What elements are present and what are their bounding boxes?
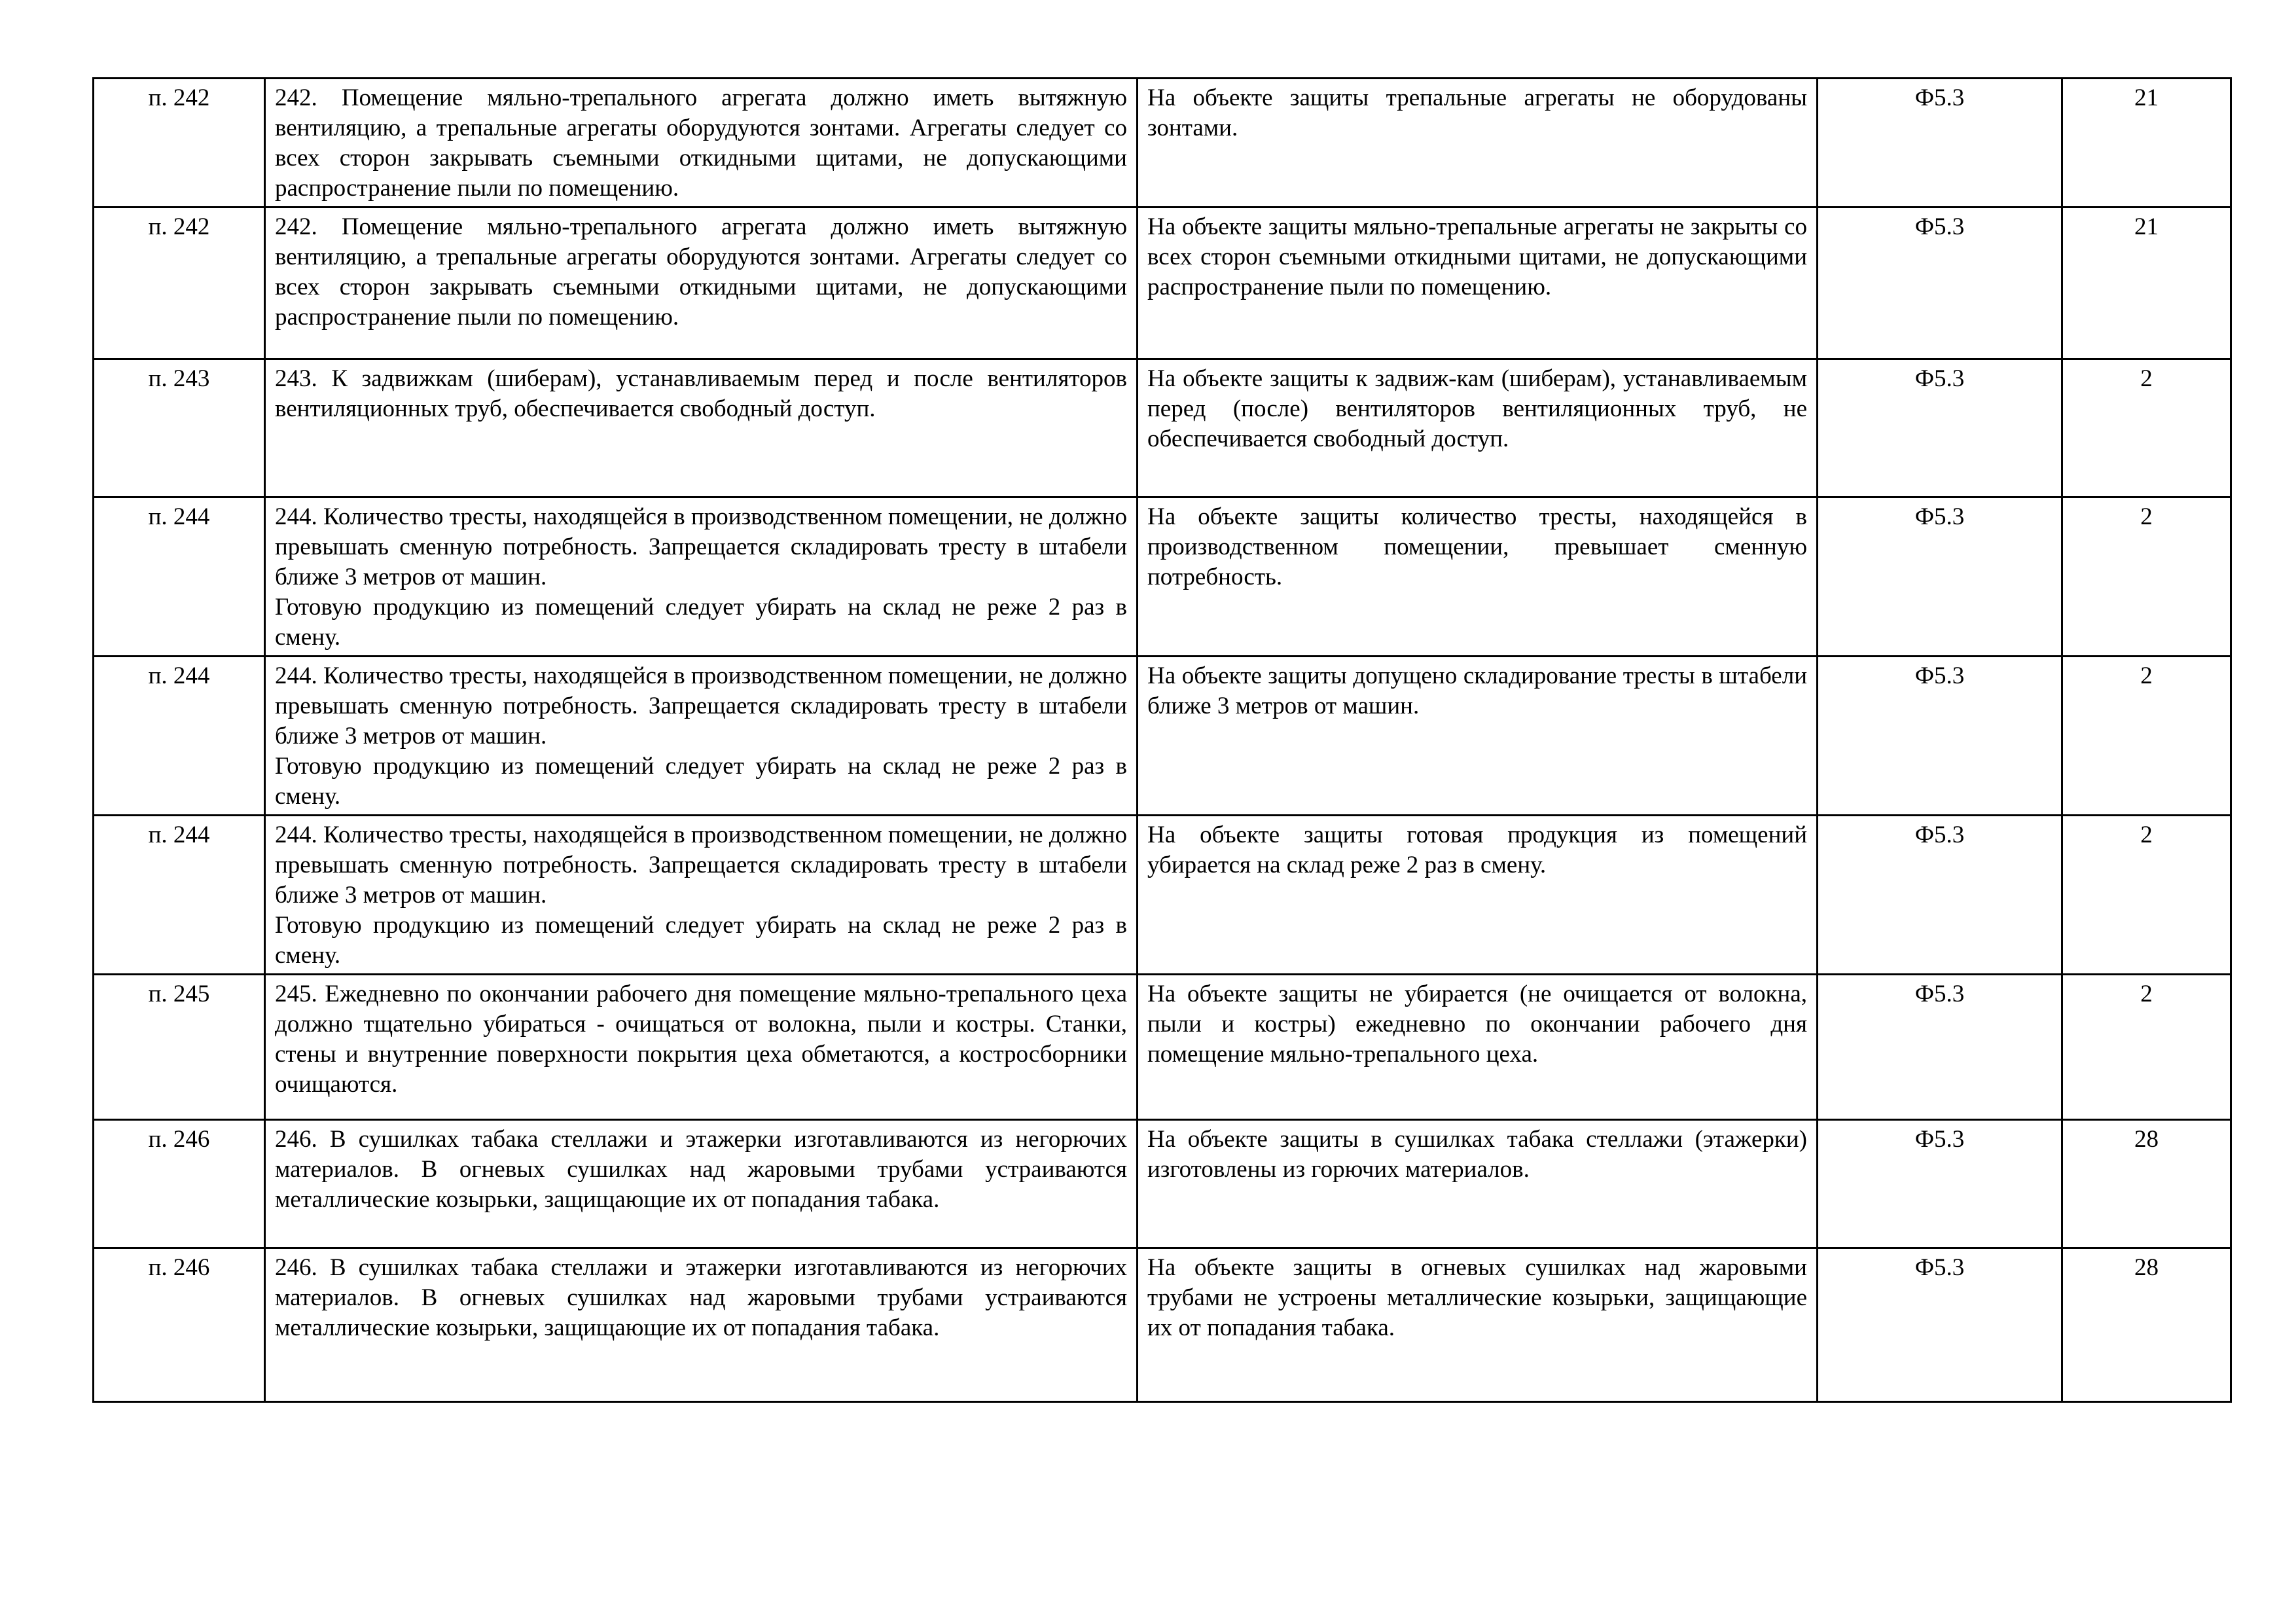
clause-ref: п. 244 bbox=[148, 662, 210, 689]
hazard-class: Ф5.3 bbox=[1914, 503, 1965, 530]
violation-cell bbox=[1138, 79, 1818, 208]
count-value: 21 bbox=[2134, 84, 2159, 111]
clause-ref: п. 243 bbox=[148, 365, 210, 392]
requirement-cell bbox=[265, 816, 1138, 975]
count-cell bbox=[2062, 208, 2231, 359]
count-value: 2 bbox=[2140, 662, 2153, 689]
count-value: 28 bbox=[2134, 1126, 2159, 1153]
count-value: 2 bbox=[2140, 981, 2153, 1007]
table-row bbox=[94, 208, 2231, 359]
violation-cell bbox=[1138, 359, 1818, 497]
violation-cell bbox=[1138, 975, 1818, 1120]
requirement-text: 244. Количество тресты, находящейся в производственном помещении, не должно превышать сменную потребность. Запрещается складировать тресту в штабели ближе 3 метров от машин. Готовую продукцию из помещений следует убирать на склад не реже 2 раз в смену. bbox=[275, 662, 1127, 810]
violation-cell bbox=[1138, 816, 1818, 975]
requirement-text: 246. В сушилках табака стеллажи и этажерки изготавливаются из негорючих материалов. В огневых сушилках над жаровыми трубами устраиваются металлические козырьки, защищающие их от попадания табака. bbox=[275, 1126, 1127, 1213]
clause-ref: п. 246 bbox=[148, 1254, 210, 1281]
clause-ref-cell bbox=[94, 657, 265, 816]
hazard-class: Ф5.3 bbox=[1914, 84, 1965, 111]
table-row bbox=[94, 1248, 2231, 1402]
requirement-cell bbox=[265, 657, 1138, 816]
clause-ref: п. 242 bbox=[148, 84, 210, 111]
requirement-cell bbox=[265, 1120, 1138, 1248]
document-page bbox=[92, 77, 2232, 1403]
hazard-class: Ф5.3 bbox=[1914, 821, 1965, 848]
table-row bbox=[94, 497, 2231, 657]
clause-ref-cell bbox=[94, 816, 265, 975]
hazard-class: Ф5.3 bbox=[1914, 981, 1965, 1007]
count-cell bbox=[2062, 79, 2231, 208]
violation-text: На объекте защиты трепальные агрегаты не оборудованы зонтами. bbox=[1147, 84, 1807, 141]
class-cell bbox=[1818, 816, 2062, 975]
clause-ref-cell bbox=[94, 359, 265, 497]
table-row bbox=[94, 1120, 2231, 1248]
requirement-cell bbox=[265, 359, 1138, 497]
count-cell bbox=[2062, 1248, 2231, 1402]
violation-cell bbox=[1138, 497, 1818, 657]
table-row bbox=[94, 657, 2231, 816]
violation-text: На объекте защиты мяльно-трепальные агрегаты не закрыты со всех сторон съемными откидными щитами, не допускающими распространение пыли по помещению. bbox=[1147, 213, 1807, 300]
violation-text: На объекте защиты к задвиж-кам (шиберам), устанавливаемым перед (после) вентиляторов вентиляционных труб, не обеспечивается свободный доступ. bbox=[1147, 365, 1807, 452]
count-value: 21 bbox=[2134, 213, 2159, 240]
violation-text: На объекте защиты в огневых сушилках над жаровыми трубами не устроены металлические козырьки, защищающие их от попадания табака. bbox=[1147, 1254, 1807, 1341]
requirement-text: 246. В сушилках табака стеллажи и этажерки изготавливаются из негорючих материалов. В огневых сушилках над жаровыми трубами устраиваются металлические козырьки, защищающие их от попадания табака. bbox=[275, 1254, 1127, 1341]
class-cell bbox=[1818, 1248, 2062, 1402]
clause-ref: п. 242 bbox=[148, 213, 210, 240]
violation-text: На объекте защиты не убирается (не очищается от волокна, пыли и костры) ежедневно по окончании рабочего дня помещение мяльно-трепального цеха. bbox=[1147, 981, 1807, 1068]
violation-cell bbox=[1138, 657, 1818, 816]
requirement-cell bbox=[265, 208, 1138, 359]
count-value: 2 bbox=[2140, 503, 2153, 530]
clause-ref: п. 244 bbox=[148, 821, 210, 848]
count-cell bbox=[2062, 497, 2231, 657]
class-cell bbox=[1818, 1120, 2062, 1248]
count-value: 28 bbox=[2134, 1254, 2159, 1281]
requirement-text: 243. К задвижкам (шиберам), устанавливаемым перед и после вентиляторов вентиляционных труб, обеспечивается свободный доступ. bbox=[275, 365, 1127, 422]
requirement-cell bbox=[265, 1248, 1138, 1402]
clause-ref: п. 245 bbox=[148, 981, 210, 1007]
clause-ref-cell bbox=[94, 975, 265, 1120]
requirement-cell bbox=[265, 975, 1138, 1120]
violation-cell bbox=[1138, 208, 1818, 359]
count-cell bbox=[2062, 657, 2231, 816]
table-row bbox=[94, 816, 2231, 975]
clause-ref-cell bbox=[94, 208, 265, 359]
class-cell bbox=[1818, 657, 2062, 816]
violation-text: На объекте защиты в сушилках табака стеллажи (этажерки) изготовлены из горючих материалов. bbox=[1147, 1126, 1807, 1183]
violation-text: На объекте защиты допущено складирование тресты в штабели ближе 3 метров от машин. bbox=[1147, 662, 1807, 719]
hazard-class: Ф5.3 bbox=[1914, 213, 1965, 240]
class-cell bbox=[1818, 975, 2062, 1120]
table-row bbox=[94, 359, 2231, 497]
violation-text: На объекте защиты готовая продукция из помещений убирается на склад реже 2 раз в смену. bbox=[1147, 821, 1807, 878]
count-cell bbox=[2062, 816, 2231, 975]
hazard-class: Ф5.3 bbox=[1914, 1126, 1965, 1153]
requirement-cell bbox=[265, 497, 1138, 657]
table-row bbox=[94, 975, 2231, 1120]
class-cell bbox=[1818, 359, 2062, 497]
class-cell bbox=[1818, 497, 2062, 657]
count-cell bbox=[2062, 1120, 2231, 1248]
count-value: 2 bbox=[2140, 365, 2153, 392]
class-cell bbox=[1818, 208, 2062, 359]
clause-ref-cell bbox=[94, 79, 265, 208]
requirement-text: 245. Ежедневно по окончании рабочего дня помещение мяльно-трепального цеха должно тщательно убираться - очищаться от волокна, пыли и костры. Станки, стены и внутренние поверхности покрытия цеха обметаются, а костросборники очищаются. bbox=[275, 981, 1127, 1098]
count-cell bbox=[2062, 359, 2231, 497]
requirement-text: 242. Помещение мяльно-трепального агрегата должно иметь вытяжную вентиляцию, а трепальные агрегаты оборудуются зонтами. Агрегаты следует со всех сторон закрывать съемными откидными щитами, не допускающими распространение пыли по помещению. bbox=[275, 213, 1127, 331]
clause-ref-cell bbox=[94, 1248, 265, 1402]
hazard-class: Ф5.3 bbox=[1914, 1254, 1965, 1281]
clause-ref-cell bbox=[94, 1120, 265, 1248]
class-cell bbox=[1818, 79, 2062, 208]
requirement-text: 242. Помещение мяльно-трепального агрегата должно иметь вытяжную вентиляцию, а трепальные агрегаты оборудуются зонтами. Агрегаты следует со всех сторон закрывать съемными откидными щитами, не допускающими распространение пыли по помещению. bbox=[275, 84, 1127, 202]
clause-ref: п. 246 bbox=[148, 1126, 210, 1153]
count-value: 2 bbox=[2140, 821, 2153, 848]
hazard-class: Ф5.3 bbox=[1914, 662, 1965, 689]
hazard-class: Ф5.3 bbox=[1914, 365, 1965, 392]
violation-text: На объекте защиты количество тресты, находящейся в производственном помещении, превышает сменную потребность. bbox=[1147, 503, 1807, 590]
requirement-text: 244. Количество тресты, находящейся в производственном помещении, не должно превышать сменную потребность. Запрещается складировать тресту в штабели ближе 3 метров от машин. Готовую продукцию из помещений следует убирать на склад не реже 2 раз в смену. bbox=[275, 503, 1127, 651]
requirement-cell bbox=[265, 79, 1138, 208]
requirements-table bbox=[92, 77, 2232, 1403]
count-cell bbox=[2062, 975, 2231, 1120]
violation-cell bbox=[1138, 1248, 1818, 1402]
clause-ref-cell bbox=[94, 497, 265, 657]
violation-cell bbox=[1138, 1120, 1818, 1248]
requirement-text: 244. Количество тресты, находящейся в производственном помещении, не должно превышать сменную потребность. Запрещается складировать тресту в штабели ближе 3 метров от машин. Готовую продукцию из помещений следует убирать на склад не реже 2 раз в смену. bbox=[275, 821, 1127, 969]
table-row bbox=[94, 79, 2231, 208]
clause-ref: п. 244 bbox=[148, 503, 210, 530]
